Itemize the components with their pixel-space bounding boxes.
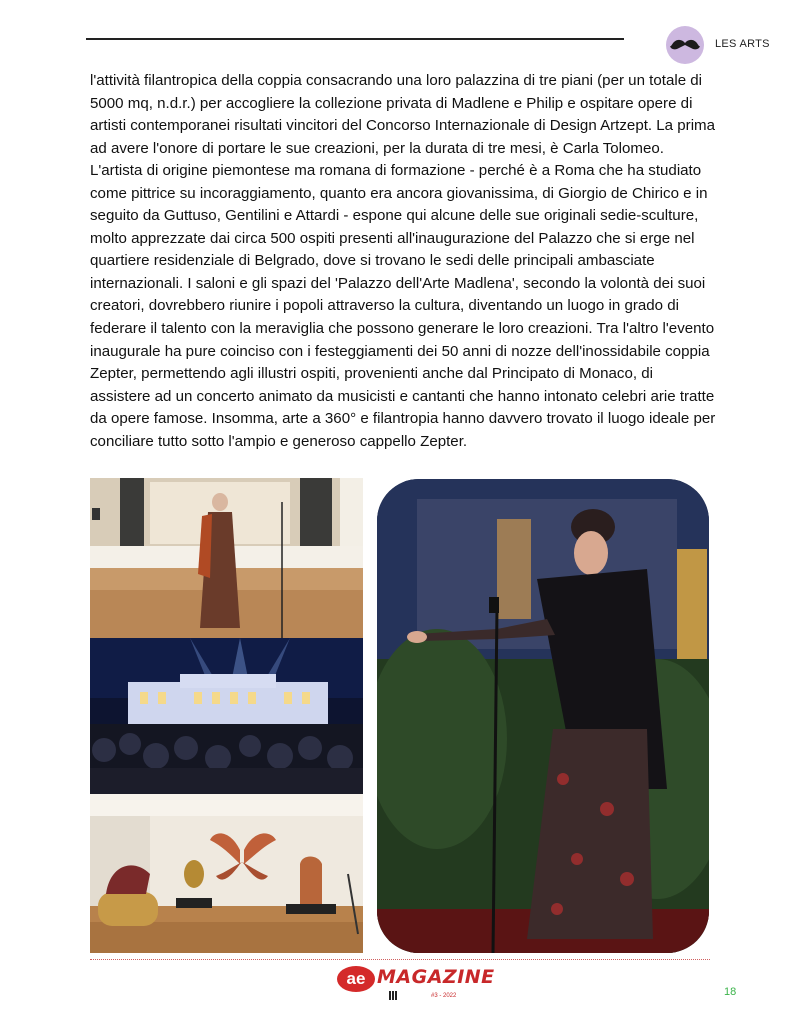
- photo-palace-night: [90, 638, 363, 794]
- page-number: 18: [724, 986, 737, 998]
- article-body: l'attività filantropica della coppia consacrando una loro palazzina di tre piani (per un totale di 5000 mq, n.d.r.) per accogliere la collezione privata di Madlene e Philip e ospitare opere di artisti contemporanei risultati vincitori del Concorso Internazionale di Design Artzept. La prima ad avere l'onore di portare le sue creazioni, per la durata di tre mesi, è Carla Tolomeo. L'artista di origine piemontese ma romana di formazione - perché è a Roma che ha studiato come pittrice su incoraggiamento, quanto era ancora giovanissima, di Giorgio de Chirico e in seguito da Guttuso, Gentilini e Attardi - espone qui alcune delle sue originali sedie-sculture, molto apprezzate dai circa 500 ospiti presenti all'inaugurazione del Palazzo che si erge nel quartiere residenziale di Belgrado, dove si trovano le sedi delle principali ambasciate internazionali. I saloni e gli spazi del 'Palazzo dell'Arte Madlena', secondo la volontà dei suoi creatori, dovrebbero riunire i popoli attraverso la cultura, diventando un luogo in grado di federare il talento con la meraviglia che possono generare le loro creazioni. Tra l'altro l'evento inaugurale ha pure coinciso con i festeggiamenti dei 50 anni di nozze dell'inossidabile coppia Zepter, permettendo agli illustri ospiti, provenienti anche dal Principato di Monaco, di assistere ad un concerto animato da musicisti e cantanti che hanno intonato celebri arie tratte da opere famose. Insomma, arte a 360° e filantropia hanno davvero trovato il luogo ideale per conciliare tutto sotto l'ampio e generoso cappello Zepter.: [90, 72, 716, 450]
- photo-gallery-sculptures: [90, 794, 363, 953]
- footer-rule: [90, 959, 710, 960]
- mustache-icon: [670, 38, 700, 52]
- header-rule: [86, 38, 624, 40]
- photo-artist-performing: [377, 479, 709, 953]
- magazine-logo: [337, 964, 495, 1004]
- logo-issue: #3 - 2022: [431, 993, 457, 999]
- logo-magazine: MAGAZINE: [377, 966, 495, 988]
- section-logo: [666, 26, 704, 64]
- section-label: LES ARTS: [715, 38, 770, 50]
- qr-code-icon: [389, 991, 398, 1000]
- logo-ae: ae: [337, 966, 375, 992]
- photo-artist-stage: [90, 478, 363, 638]
